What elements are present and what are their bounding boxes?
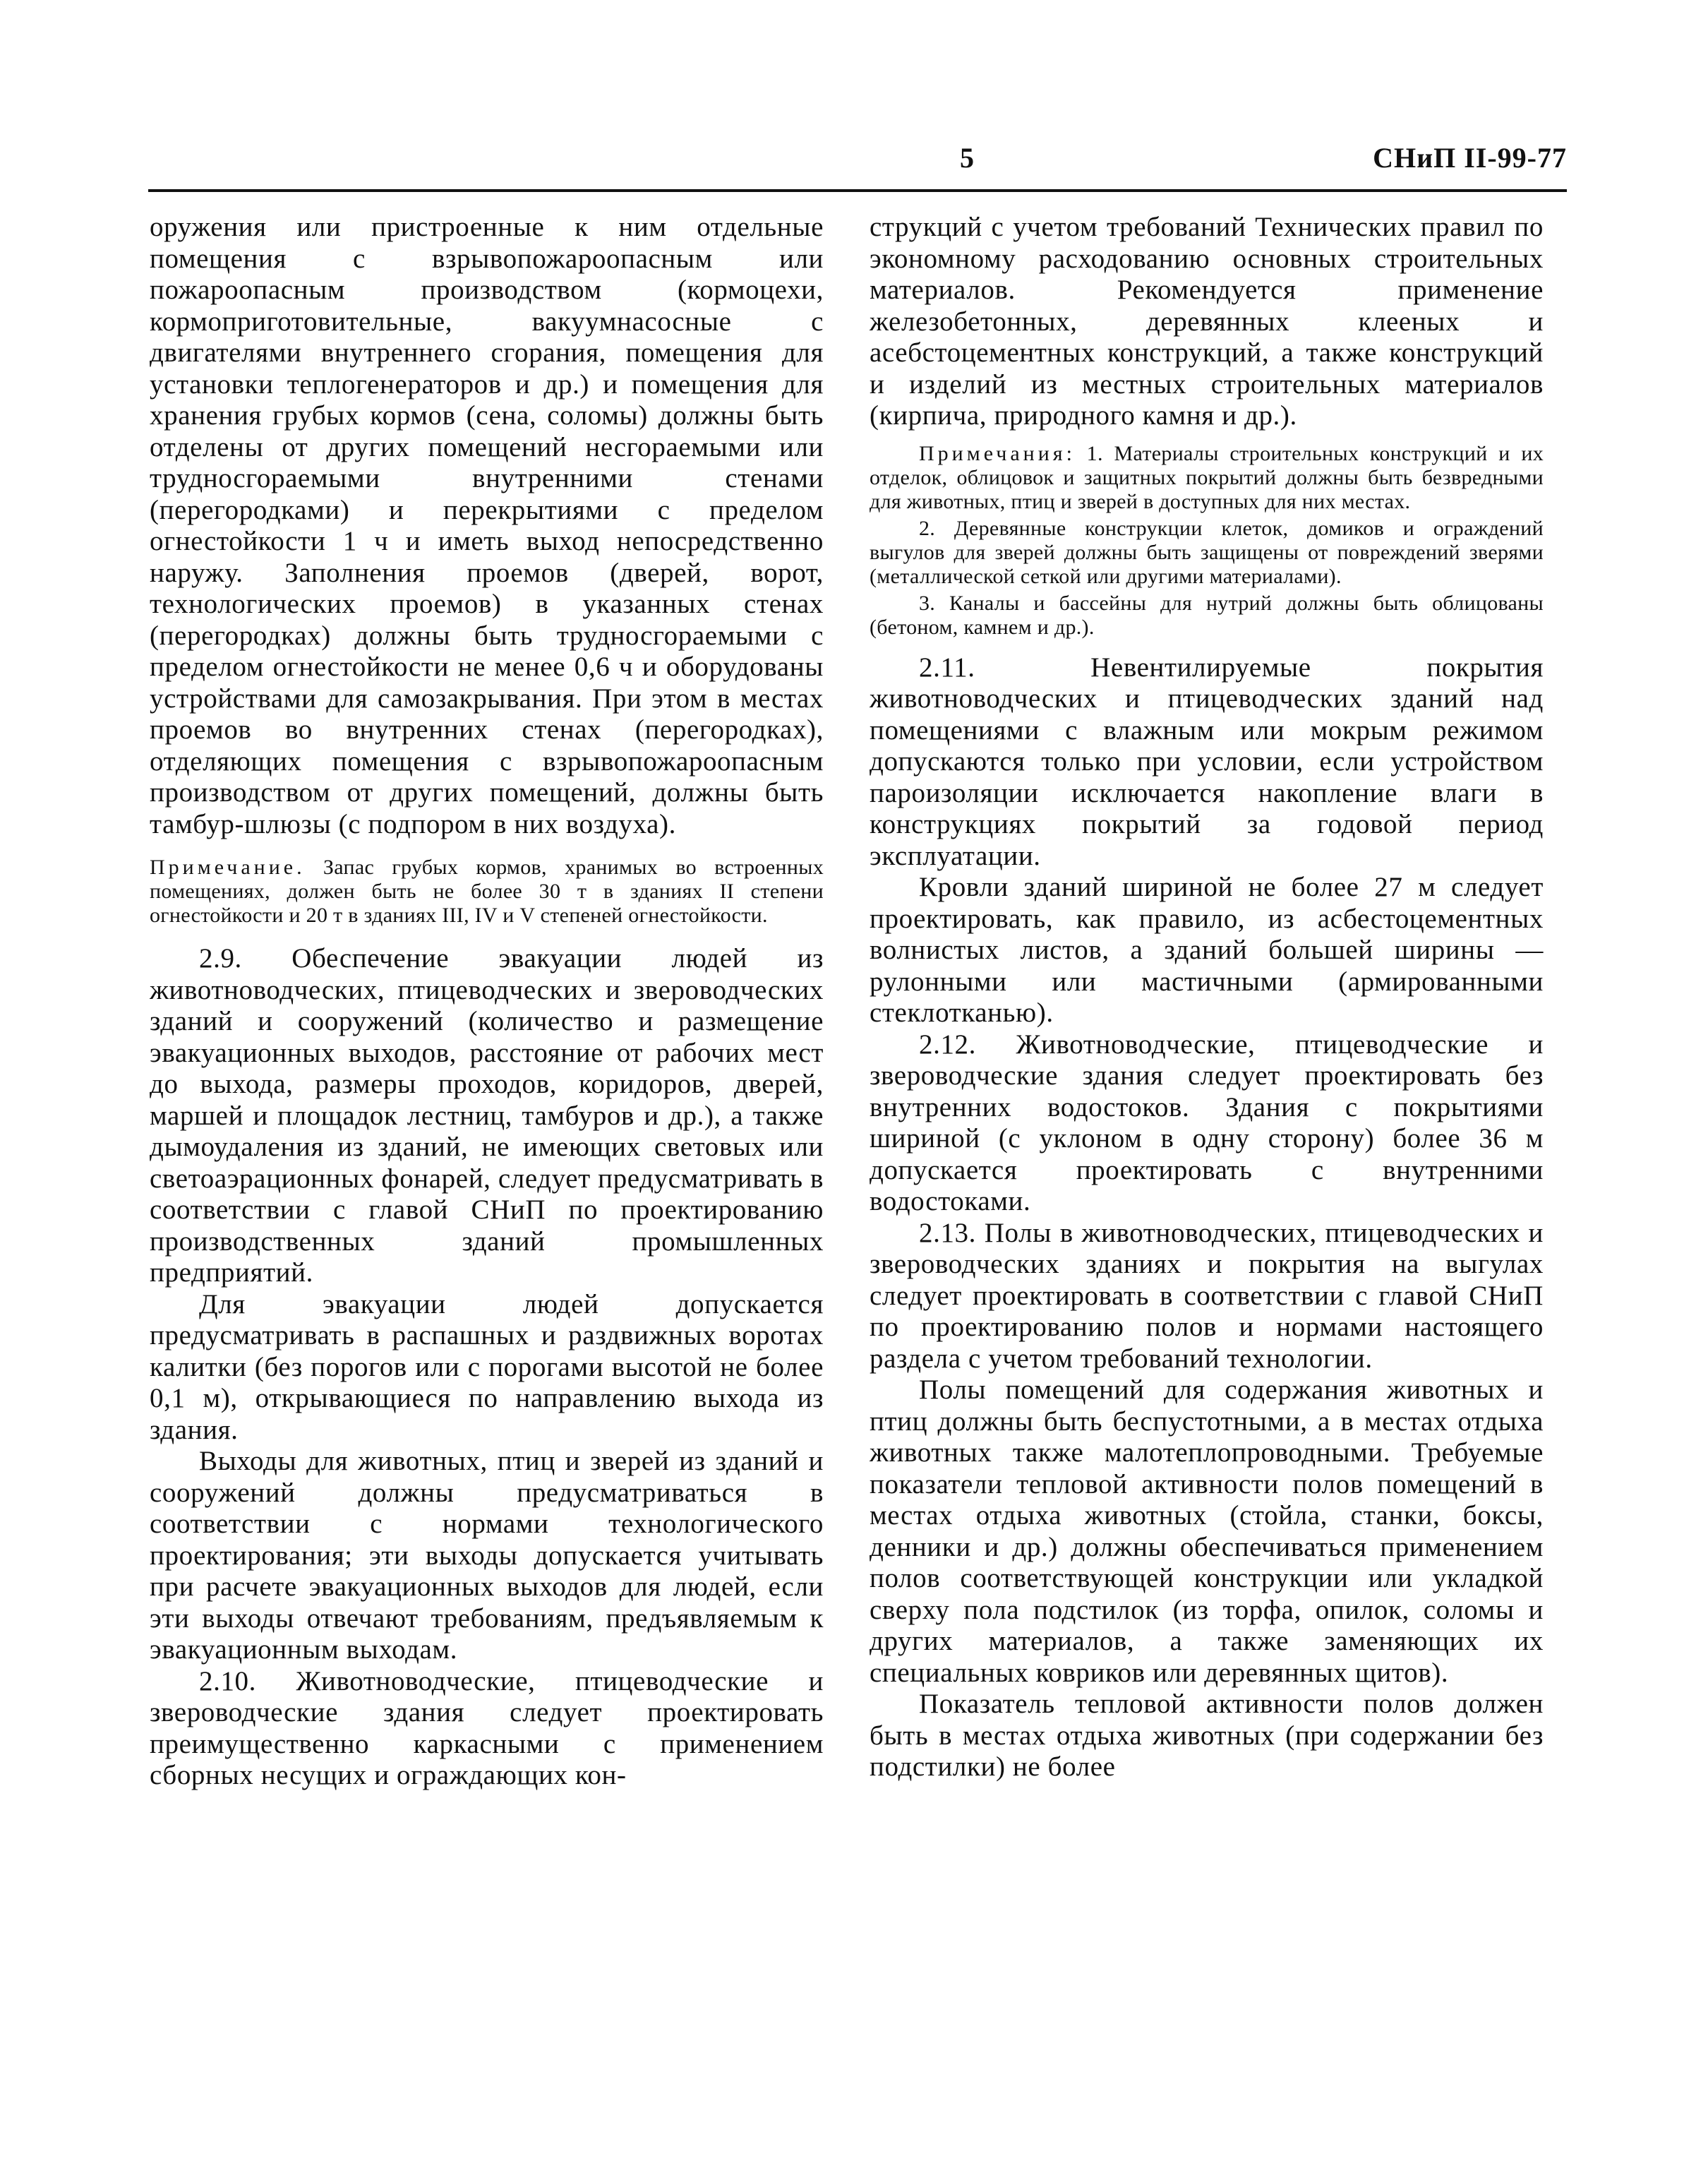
- paragraph-floors: Полы помещений для содержания животных и птиц должны быть беспустотными, а в местах отдыха животных также малотеплопроводными. Требуемые показатели тепловой активности полов помещений в местах отдыха животных (стойла, станки, боксы, денники и др.) должны обеспечиваться применением полов соответствующей конструкции или укладкой сверху пола подстилок (из торфа, опилок, соломы и других материалов, а также заменяющих их специальных ковриков или деревянных щитов).: [870, 1375, 1544, 1688]
- paragraph-thermal-index: Показатель тепловой активности полов должен быть в местах отдыха животных (при содержании без подстилки) не более: [870, 1689, 1544, 1782]
- paragraph-continuation-right: струкций с учетом требований Технических правил по экономному расходованию основных строительных материалов. Рекомендуется применение железобетонных, деревянных клееных и асебстоцементных конструкций, а также конструкций и изделий из местных строительных материалов (кирпича, природного камня и др.).: [870, 212, 1544, 431]
- paragraph-continuation: оружения или пристроенные к ним отдельные помещения с взрывопожароопасным или пожароопасным производством (кормоцехи, кормоприготовительные, вакуумнасосные с двигателями внутреннего сгорания, помещения для установки теплогенераторов и др.) и помещения для хранения грубых кормов (сена, соломы) должны быть отделены от других помещений несгораемыми или трудносгораемыми внутренними стенами (перегородками) и перекрытиями с пределом огнестойкости 1 ч и иметь выход непосредственно наружу. Заполнения проемов (дверей, ворот, технологических проемов) в указанных стенах (перегородках) должны быть трудносгораемыми с пределом огнестойкости не менее 0,6 ч и оборудованы устройствами для самозакрывания. При этом в местах проемов во внутренних стенах (перегородках), отделяющих помещения с взрывопожароопасным производством от других помещений, должны быть тамбур-шлюзы (с подпором в них воздуха).: [150, 212, 824, 839]
- notes-label: Примечания:: [919, 441, 1076, 465]
- document-code: СНиП II-99-77: [1373, 142, 1567, 174]
- page-number: 5: [960, 142, 974, 174]
- note-label: Примечание.: [150, 856, 306, 879]
- paragraph-2-11: 2.11. Невентилируемые покрытия животноводческих и птицеводческих зданий над помещениями с влажным или мокрым режимом допускаются только при условии, если устройством пароизоляции исключается накопление влаги в конструкциях покрытий за годовой период эксплуатации.: [870, 652, 1544, 871]
- paragraph-2-12: 2.12. Животноводческие, птицеводческие и звероводческие здания следует проектировать без внутренних водостоков. Здания с покрытиями шириной (с уклоном в одну сторону) более 36 м допускается проектировать с внутренними водостоками.: [870, 1029, 1544, 1216]
- paragraph-roofs: Кровли зданий шириной не более 27 м следует проектировать, как правило, из асбестоцементных волнистых листов, а зданий большей ширины — рулонными или мастичными (армированными стеклотканью).: [870, 872, 1544, 1028]
- paragraph-2-9: 2.9. Обеспечение эвакуации людей из животноводческих, птицеводческих и звероводческих зданий и сооружений (количество и размещение эвакуационных выходов, расстояние от рабочих мест до выхода, размеры проходов, коридоров, дверей, маршей и площадок лестниц, тамбуров и др.), а также дымоудаления из зданий, не имеющих световых или светоаэрационных фонарей, следует предусматривать в соответствии с главой СНиП по проектированию производственных зданий промышленных предприятий.: [150, 943, 824, 1288]
- note-text: Запас грубых кормов, хранимых во встроенных помещениях, должен быть не более 30 т в зданиях II степени огнестойкости и 20 т в зданиях III, IV и V степеней огнестойкости.: [150, 856, 824, 927]
- right-column: [870, 212, 1544, 2132]
- paragraph-2-10: 2.10. Животноводческие, птицеводческие и звероводческие здания следует проектировать преимущественно каркасными с применением сборных несущих и ограждающих кон-: [150, 1665, 824, 1790]
- header-rule: [148, 189, 1567, 192]
- page-header: [148, 141, 1567, 191]
- note-3: 3. Каналы и бассейны для нутрий должны быть облицованы (бетоном, камнем и др.).: [870, 591, 1544, 639]
- paragraph-2-13: 2.13. Полы в животноводческих, птицеводческих и звероводческих зданиях и покрытия на выгулах следует проектировать в соответствии с главой СНиП по проектированию полов и нормами настоящего раздела с учетом требований технологии.: [870, 1217, 1544, 1374]
- paragraph-evacuation: Для эвакуации людей допускается предусматривать в распашных и раздвижных воротах калитки (без порогов или с порогами высотой не более 0,1 м), открывающиеся по направлению выхода из здания.: [150, 1288, 824, 1445]
- note: [150, 856, 824, 928]
- note-2: 2. Деревянные конструкции клеток, домиков и ограждений выгулов для зверей должны быть защищены от повреждений зверями (металлической сеткой или другими материалами).: [870, 516, 1544, 588]
- left-column: [150, 212, 824, 2132]
- paragraph-exits: Выходы для животных, птиц и зверей из зданий и сооружений должны предусматриваться в соответствии с нормами технологического проектирования; эти выходы допускается учитывать при расчете эвакуационных выходов для людей, если эти выходы отвечают требованиям, предъявляемым к эвакуационным выходам.: [150, 1446, 824, 1665]
- note-1-text: 1. Материалы строительных конструкций и их отделок, облицовок и защитных покрытий должны быть безвредными для животных, птиц и зверей в доступных для них местах.: [870, 441, 1544, 513]
- note-1: [870, 442, 1544, 514]
